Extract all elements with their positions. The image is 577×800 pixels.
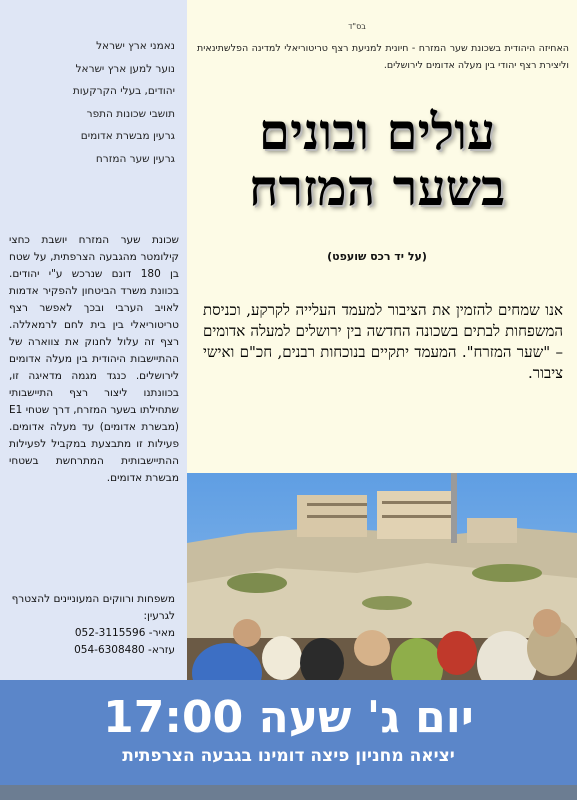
contact-intro: משפחות ורווקים המעוניינים להצטרף לגרעין: (11, 593, 175, 622)
organizer-item: גרעין שער המזרח (95, 152, 175, 165)
contact-name: מאיר (152, 627, 175, 639)
title-line-2: בשער המזרח (248, 158, 506, 217)
organizer-item: גרעין מבשרת אדומים (80, 130, 175, 142)
neighborhood-description: שכונת שער המזרח יושבת כחצי קילומטר מהגבעה הצרפתית, על שטח בן 180 דונם שנרכש ע"י יהודים. בכוונת משרד הביטחון להפקיר אדמות לאויב הערבי ובכך לאפשר רצף טריטוריאלי בין בית לחם לרמאללה. רצף זה עלול לחנוק את צווארה של ההתיישבות היהודית בין מעלה אדומים לירושלים. כנגד מגמה מדאיגה זו, בכוונתנו ליצור רצף התיישבותי שתחילתו בשער המזרח, דרך שטחי E1 (מבשרת אדומים) עד מעלה אדומים. פעילות זו מתבצעת במקביל לפעילות ההתיישבותית המתרחשת בשטחי מבשרת אדומים. (9, 234, 179, 484)
organizers-list (10, 40, 175, 175)
sidebar (0, 0, 187, 680)
contact-section (10, 591, 175, 659)
contact-line: 052-3115596 -מאיר (74, 627, 175, 639)
event-location: יציאה מחניון פיצה דומינו בגבעה הצרפתית (122, 746, 455, 766)
main-title (197, 104, 557, 216)
contact-number: 052-3115596 (74, 627, 146, 639)
title-line-1: עולים ובונים (258, 102, 496, 161)
contact-name: עזרא (151, 644, 175, 656)
contact-line: 054-6308480 -עזרא (74, 644, 175, 656)
organizer-item: נאמני ארץ ישראל (96, 40, 175, 52)
organizer-item: תושבי שכונות התפר (86, 107, 175, 120)
event-time: יום ג' שעה 17:00 (103, 692, 474, 743)
bsd-mark: בס"ד (348, 22, 366, 31)
contact-number: 054-6308480 (74, 644, 145, 656)
organizer-item: נוער למען ארץ ישראל (75, 62, 175, 75)
bottom-strip (0, 785, 577, 800)
event-banner (0, 680, 577, 785)
invitation-text: אנו שמחים להזמין את הציבור למעמד העלייה לקרקע, וכניסת המשפחות לבתים בשכונה החדשה בין ירושלים למעלה אדומים – "שער המזרח". המעמד יתקיים בנוכחות רבנים, חכ"ם ואישי ציבור. (203, 301, 563, 382)
intro-text: האחיזה היהודית בשכונת שער המזרח - חיונית למניעת רצף טריטוריאלי למדינה הפלשתינאית וליצירת רצף יהודי בין מעלה אדומים לירושלים. (197, 43, 569, 71)
organizer-item: יהודים, בעלי הקרקעות (72, 85, 175, 97)
byline: (על יד רכס שועפט) (327, 250, 427, 263)
